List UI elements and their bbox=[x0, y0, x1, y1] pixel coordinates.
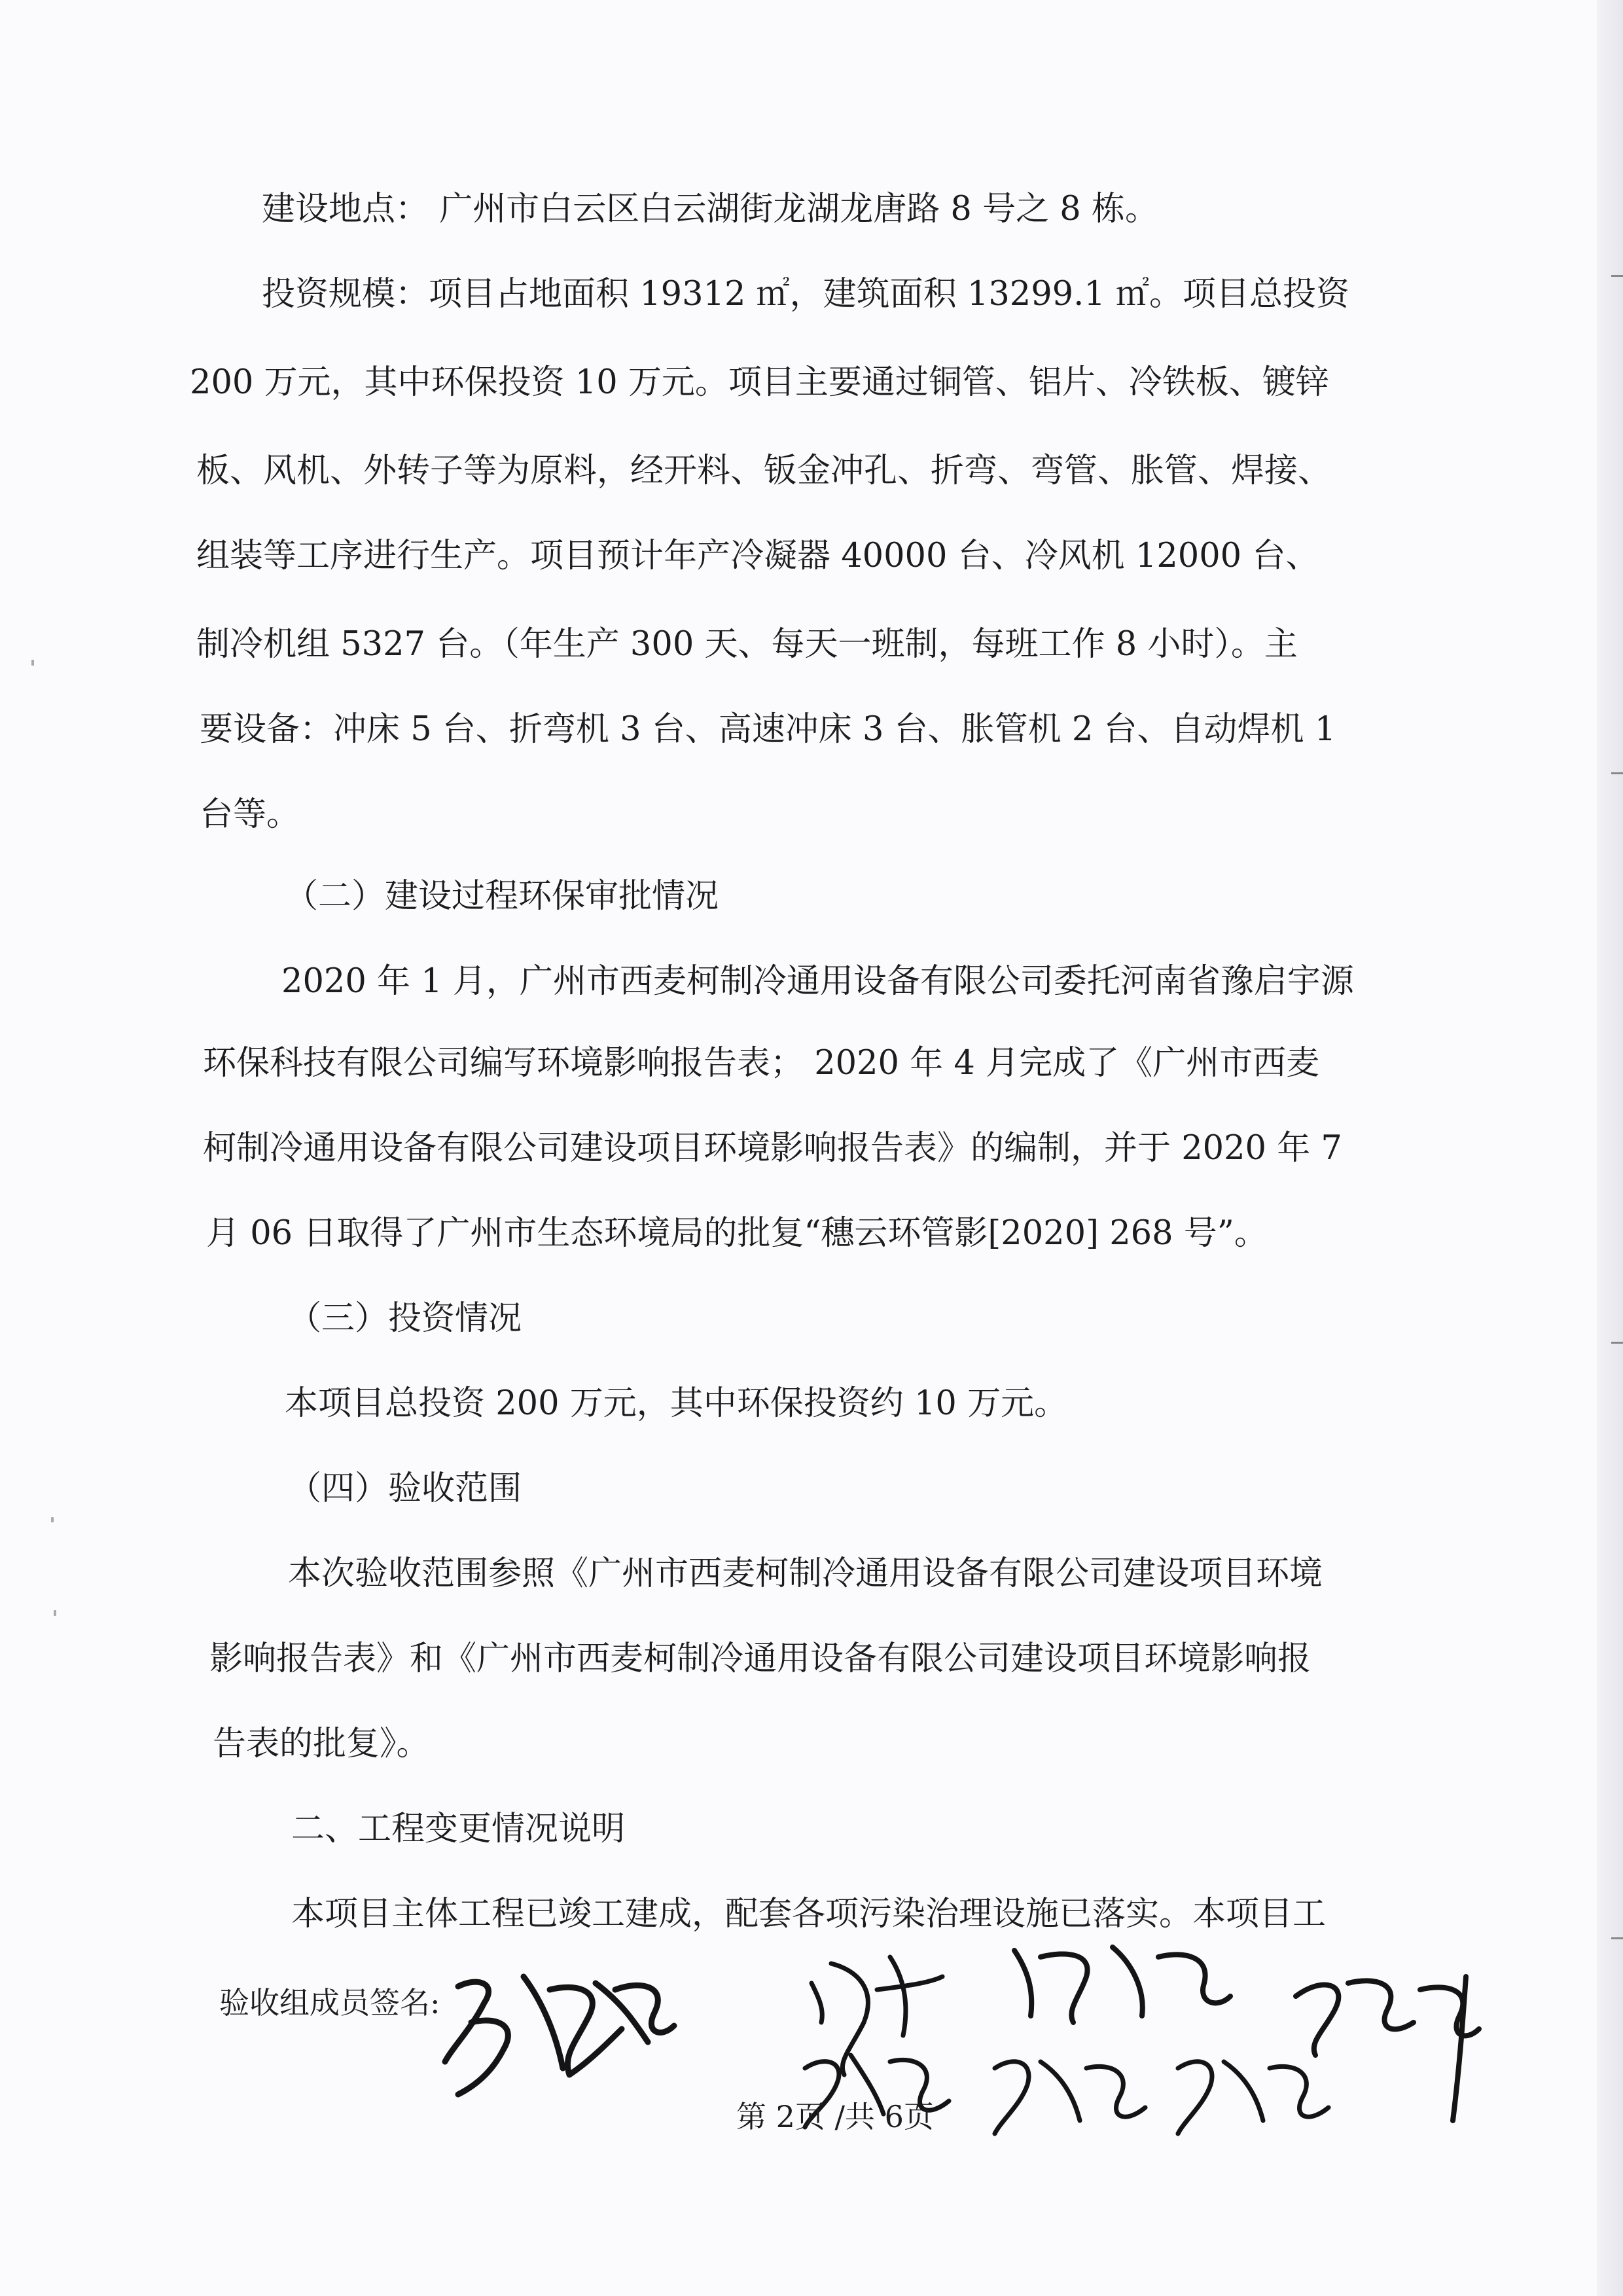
scan-speck bbox=[54, 1610, 56, 1616]
body-text-line: 告表的批复》。 bbox=[213, 1725, 430, 1763]
signature-5 bbox=[995, 2062, 1145, 2134]
section-heading: （二）建设过程环保审批情况 bbox=[285, 877, 719, 916]
body-text-line: 本次验收范围参照《广州市西麦柯制冷通用设备有限公司建设项目环境 bbox=[288, 1554, 1323, 1593]
body-text-line: 月 06 日取得了广州市生态环境局的批复“穗云环管影[2020] 268 号”。 bbox=[206, 1214, 1268, 1253]
scan-page-edge bbox=[1597, 0, 1623, 2296]
body-text-line: 影响报告表》和《广州市西麦柯制冷通用设备有限公司建设项目环境影响报 bbox=[209, 1640, 1311, 1678]
scan-speck bbox=[51, 1517, 54, 1522]
signature-6 bbox=[1178, 2062, 1329, 2134]
scan-edge-tick bbox=[1611, 275, 1623, 277]
signature-label: 验收组成员签名: bbox=[219, 1985, 440, 2020]
signature-4 bbox=[1014, 1947, 1230, 2022]
scan-speck bbox=[31, 660, 34, 666]
body-text-line: 建设地点： 广州市白云区白云湖街龙湖龙唐路 8 号之 8 栋。 bbox=[262, 190, 1158, 228]
signature-7 bbox=[1296, 1977, 1479, 2121]
body-text-line: 本项目主体工程已竣工建成，配套各项污染治理设施已落实。本项目工 bbox=[291, 1895, 1327, 1933]
body-text-line: 板、风机、外转子等为原料，经开料、钣金冲孔、折弯、弯管、胀管、焊接、 bbox=[196, 452, 1332, 490]
scan-edge-tick bbox=[1611, 772, 1623, 774]
scan-edge-tick bbox=[1611, 1342, 1623, 1344]
section-heading: （三）投资情况 bbox=[288, 1299, 522, 1338]
body-text-line: 制冷机组 5327 台。（年生产 300 天、每天一班制，每班工作 8 小时）。主 bbox=[196, 625, 1298, 664]
body-text-line: 2020 年 1 月，广州市西麦柯制冷通用设备有限公司委托河南省豫启宇源 bbox=[281, 962, 1354, 1001]
body-text-line: 要设备：冲床 5 台、折弯机 3 台、高速冲床 3 台、胀管机 2 台、自动焊机 1 bbox=[200, 710, 1336, 749]
section-heading: 二、工程变更情况说明 bbox=[291, 1810, 626, 1848]
body-text-line: 200 万元，其中环保投资 10 万元。项目主要通过铜管、铝片、冷铁板、镀锌 bbox=[190, 363, 1329, 402]
signature-2 bbox=[812, 1957, 942, 2075]
body-text-line: 投资规模：项目占地面积 19312 ㎡，建筑面积 13299.1 ㎡。项目总投资 bbox=[262, 275, 1349, 314]
body-text-line: 柯制冷通用设备有限公司建设项目环境影响报告表》的编制，并于 2020 年 7 bbox=[203, 1129, 1342, 1168]
page-number: 第 2页 /共 6页 bbox=[736, 2099, 934, 2134]
body-text-line: 本项目总投资 200 万元，其中环保投资约 10 万元。 bbox=[285, 1384, 1068, 1423]
body-text-line: 组装等工序进行生产。项目预计年产冷凝器 40000 台、冷风机 12000 台、 bbox=[196, 537, 1319, 575]
body-text-line: 环保科技有限公司编写环境影响报告表； 2020 年 4 月完成了《广州市西麦 bbox=[203, 1044, 1320, 1083]
section-heading: （四）验收范围 bbox=[288, 1469, 522, 1508]
body-text-line: 台等。 bbox=[200, 795, 300, 834]
signature-1 bbox=[445, 1977, 674, 2094]
scan-edge-tick bbox=[1611, 1937, 1623, 1939]
